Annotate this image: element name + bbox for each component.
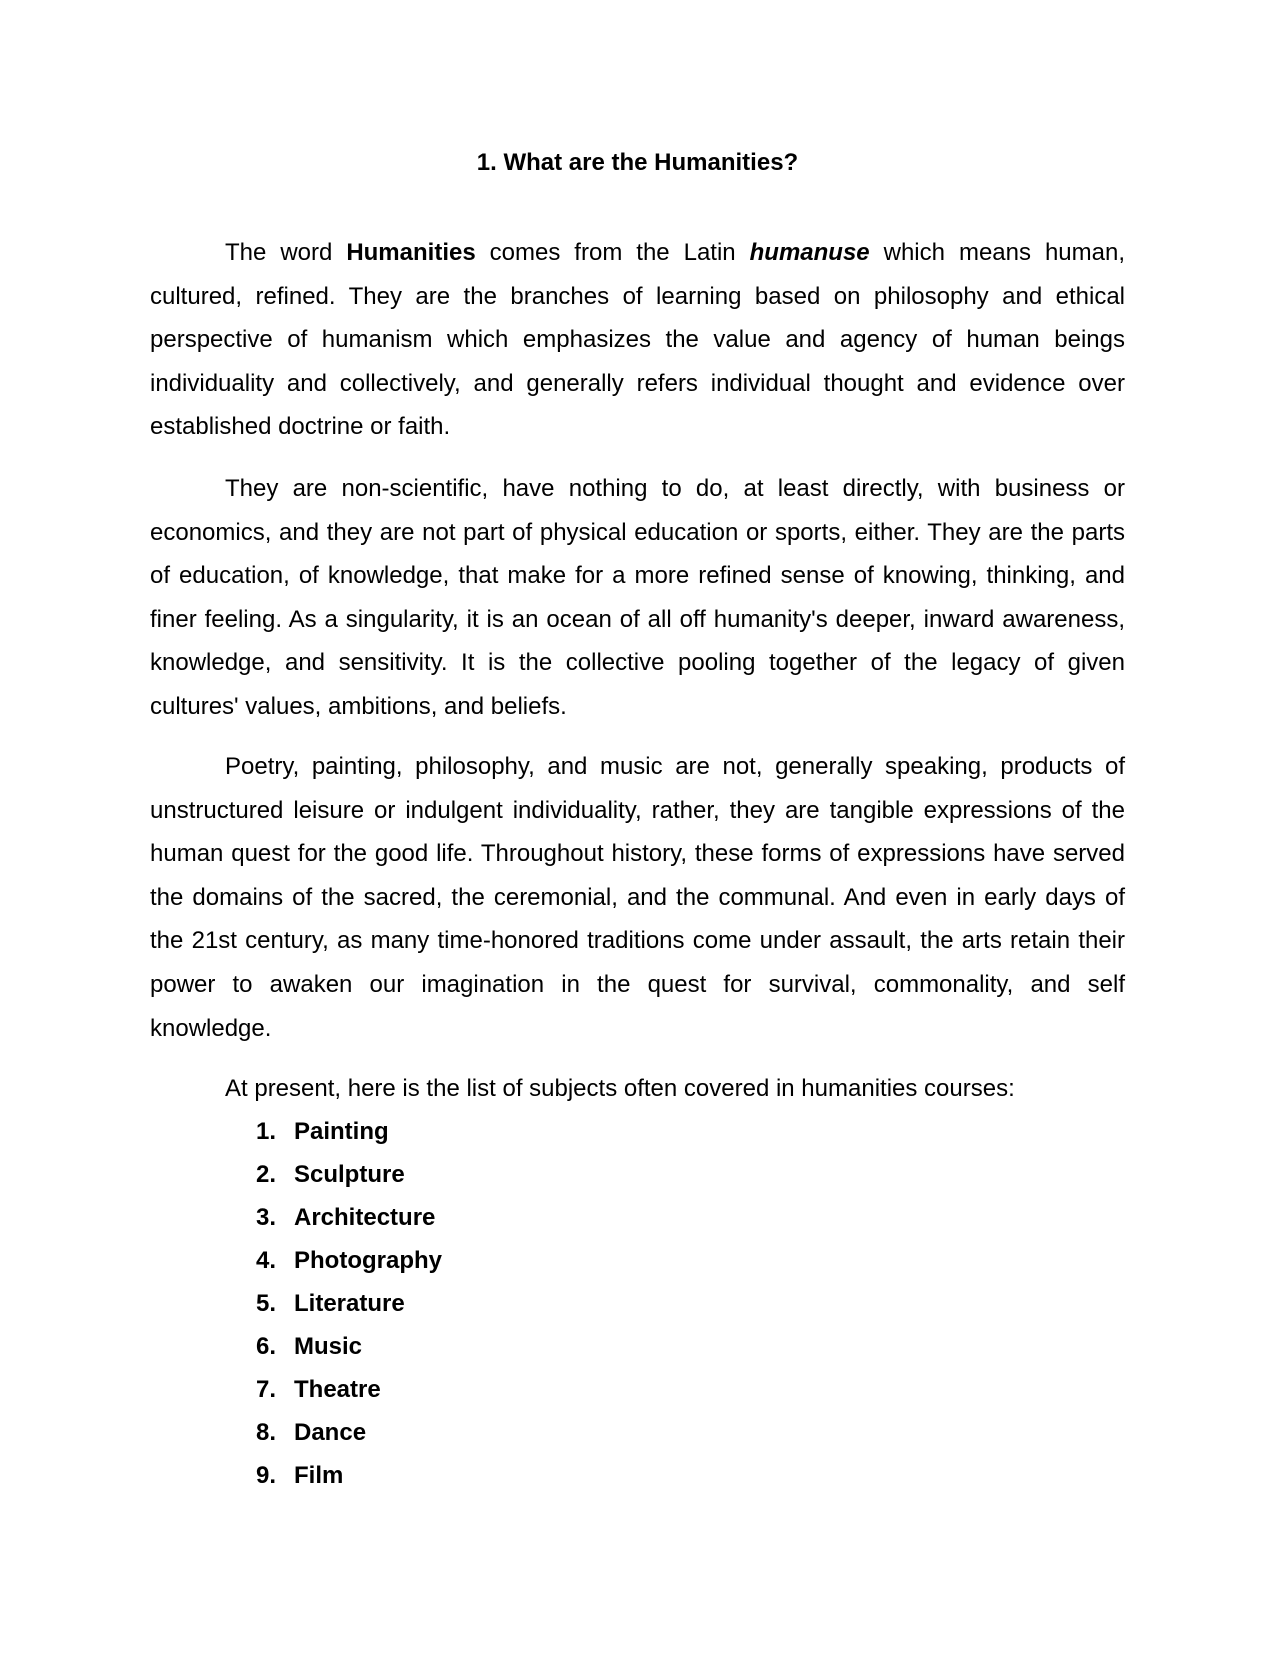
list-item-label: Photography — [294, 1247, 442, 1274]
paragraph-text: comes from the Latin — [475, 239, 750, 266]
list-item-label: Dance — [294, 1419, 367, 1446]
list-item-number: 6. — [256, 1333, 277, 1360]
subject-list — [256, 1110, 442, 1497]
list-item-label: Literature — [294, 1290, 405, 1317]
latin-word: humanuse — [749, 239, 870, 266]
list-intro: At present, here is the list of subjects often covered in humanities courses: — [225, 1075, 1015, 1102]
list-item — [256, 1196, 442, 1239]
list-item-label: Music — [294, 1333, 363, 1360]
paragraph-nature: They are non-scientific, have nothing to do, at least directly, with business or economics, and they are not part of physical education or sports, either. They are the parts of education, of knowledge, that make for a more refined sense of knowing, thinking, and finer feeling. As a singularity, it is an ocean of all off humanity's deeper, inward awareness, knowledge, and sensitivity. It is the collective pooling together of the legacy of given cultures' values, ambitions, and beliefs. — [150, 475, 1125, 720]
page-title: 1. What are the Humanities? — [476, 149, 799, 176]
list-item — [256, 1454, 442, 1497]
paragraph-expressions: Poetry, painting, philosophy, and music are not, generally speaking, products of unstructured leisure or indulgent individuality, rather, they are tangible expressions of the human quest for the good life. Throughout history, these forms of expressions have served the domains of the sacred, the ceremonial, and the communal. And even in early days of the 21st century, as many time-honored traditions come under assault, the arts retain their power to awaken our imagination in the quest for survival, commonality, and self knowledge. — [150, 753, 1125, 1042]
list-item-label: Painting — [294, 1118, 389, 1145]
paragraph-text: The word — [225, 239, 347, 266]
document-page — [150, 0, 1125, 1656]
list-item-number: 8. — [256, 1419, 277, 1446]
paragraph-text: which means human, cultured, refined. They are the branches of learning based on philosophy and ethical perspective of humanism which emphasizes the value and agency of human beings individuality and collectively, and generally refers individual thought and evidence over established doctrine or faith. — [150, 239, 1126, 441]
list-item-label: Theatre — [294, 1376, 381, 1403]
list-item-number: 1. — [256, 1118, 277, 1145]
paragraph-definition — [150, 231, 1125, 449]
list-item — [256, 1153, 442, 1196]
list-item-number: 9. — [256, 1462, 277, 1489]
list-item — [256, 1411, 442, 1454]
list-item-number: 5. — [256, 1290, 277, 1317]
list-item — [256, 1110, 442, 1153]
list-item-number: 4. — [256, 1247, 277, 1274]
list-item — [256, 1325, 442, 1368]
list-item-number: 2. — [256, 1161, 277, 1188]
list-item-label: Film — [294, 1462, 344, 1489]
list-item-number: 3. — [256, 1204, 277, 1231]
term-humanities: Humanities — [346, 239, 476, 266]
list-item — [256, 1239, 442, 1282]
list-item — [256, 1282, 442, 1325]
list-item-label: Architecture — [294, 1204, 436, 1231]
list-item-label: Sculpture — [294, 1161, 405, 1188]
list-item — [256, 1368, 442, 1411]
list-item-number: 7. — [256, 1376, 277, 1403]
